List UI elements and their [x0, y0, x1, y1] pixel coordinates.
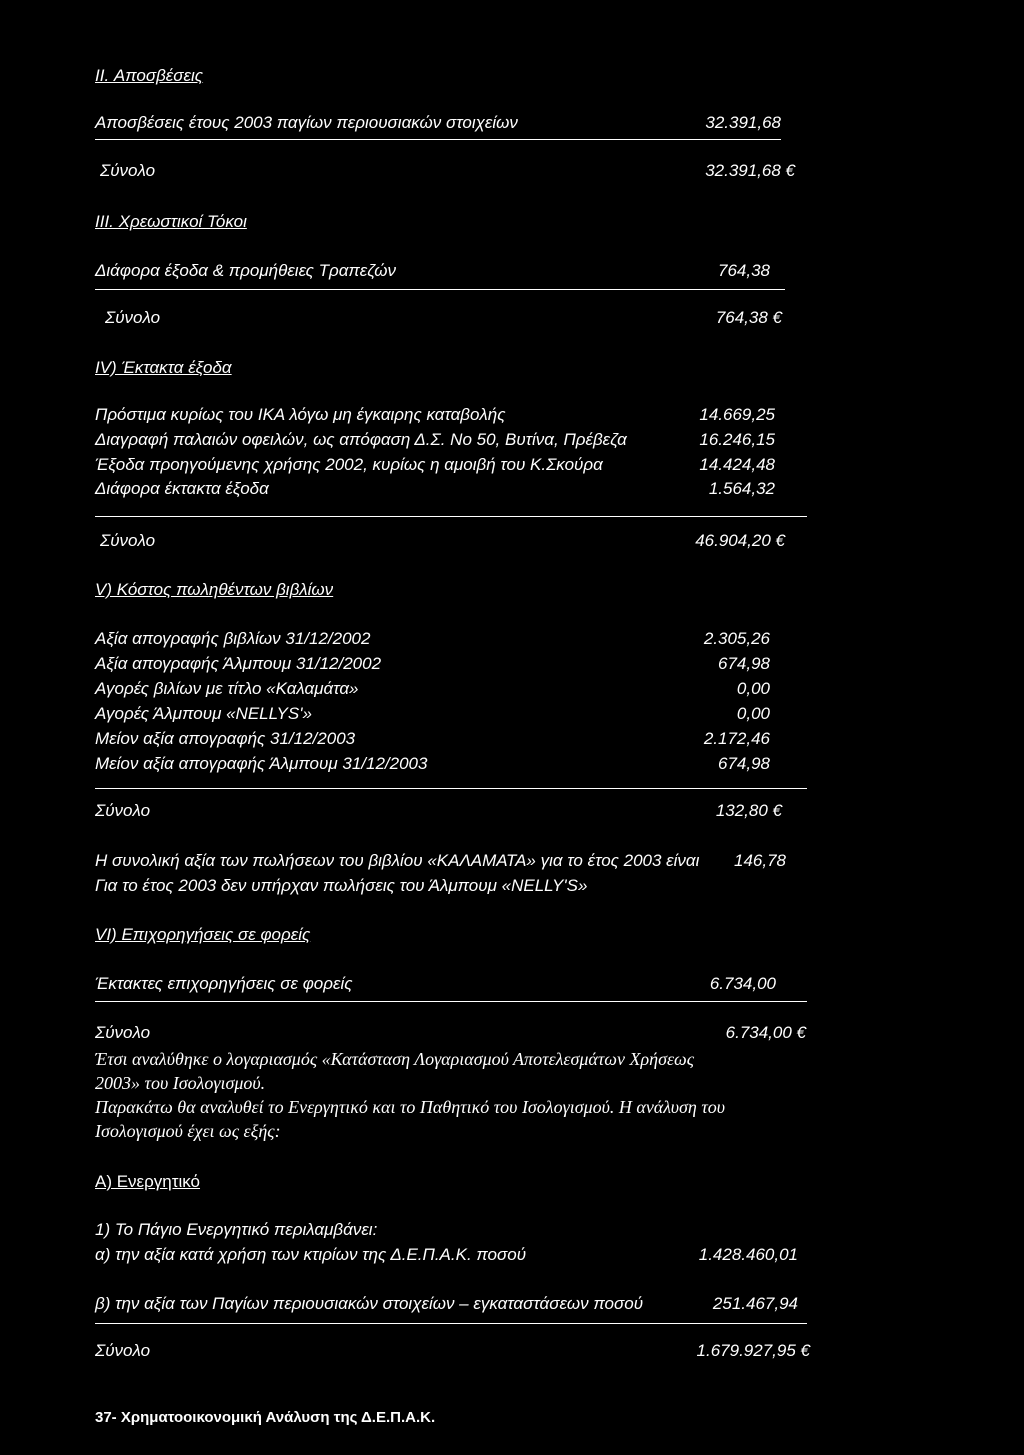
section-title-interest: III. Χρεωστικοί Τόκοι	[95, 212, 247, 231]
total-label: Σύνολο	[100, 161, 156, 180]
divider	[95, 139, 781, 140]
page-footer: 37- Χρηματοοικονομική Ανάλυση της Δ.Ε.Π.Α.Κ.	[95, 1409, 436, 1426]
row-value: 251.467,94	[712, 1294, 798, 1313]
row-label: Αγορές Άλμπουμ «NELLYS'»	[95, 704, 312, 723]
total-label: Σύνολο	[105, 308, 161, 327]
row-label: Διαγραφή παλαιών οφειλών, ως απόφαση Δ.Σ. Νο 50, Βυτίνα, Πρέβεζα	[95, 430, 627, 449]
section-title-depreciation: II. Αποσβέσεις	[95, 66, 204, 85]
total-label: Σύνολο	[95, 1023, 151, 1042]
paragraph-line: 2003» του Ισολογισμού.	[95, 1073, 266, 1093]
total-value: 764,38 €	[715, 308, 782, 327]
row-value: 1.564,32	[708, 479, 775, 498]
note-sales-value: 146,78	[734, 851, 786, 870]
divider	[95, 788, 807, 789]
row-value: 2.305,26	[703, 629, 770, 648]
row-value: 1.428.460,01	[698, 1245, 798, 1264]
row-label: Έξοδα προηγούμενης χρήσης 2002, κυρίως η αμοιβή του Κ.Σκούρα	[95, 455, 603, 474]
paragraph-line: Παρακάτω θα αναλυθεί το Ενεργητικό και το Παθητικό του Ισολογισμού. Η ανάλυση του	[95, 1097, 726, 1117]
row-label: Αξία απογραφής Άλμπουμ 31/12/2002	[95, 654, 382, 673]
row-value: 0,00	[736, 704, 770, 723]
row-label: 1) Το Πάγιο Ενεργητικό περιλαμβάνει:	[95, 1220, 378, 1239]
row-value: 2.172,46	[703, 729, 770, 748]
total-value: 32.391,68 €	[705, 161, 795, 180]
total-value: 46.904,20 €	[695, 531, 785, 550]
row-value: 16.246,15	[699, 430, 775, 449]
divider	[95, 1323, 807, 1324]
row-label: Πρόστιμα κυρίως του ΙΚΑ λόγω μη έγκαιρης καταβολής	[95, 405, 506, 424]
total-label: Σύνολο	[95, 1341, 151, 1360]
row-label: β) την αξία των Παγίων περιουσιακών στοιχείων – εγκαταστάσεων ποσού	[95, 1294, 644, 1313]
row-label: Αγορές βιλίων με τίτλο «Καλαμάτα»	[95, 679, 359, 698]
divider	[95, 289, 785, 290]
row-value: 674,98	[718, 754, 770, 773]
divider	[95, 516, 807, 517]
row-label: Αποσβέσεις έτους 2003 παγίων περιουσιακών στοιχείων	[95, 113, 518, 132]
note-sales-kalamata: Η συνολική αξία των πωλήσεων του βιβλίου «ΚΑΛΑΜΑΤΑ» για το έτος 2003 είναι	[95, 851, 700, 870]
row-label: Έκτακτες επιχορηγήσεις σε φορείς	[95, 974, 353, 993]
section-title-assets: Α) Ενεργητικό	[95, 1172, 201, 1191]
divider	[95, 1001, 807, 1002]
row-label: Διάφορα έξοδα & προμήθειες Τραπεζών	[95, 261, 397, 280]
section-title-grants: VI) Επιχορηγήσεις σε φορείς	[95, 925, 311, 944]
section-title-cost-of-books-sold: V) Κόστος πωληθέντων βιβλίων	[95, 580, 334, 599]
total-value: 6.734,00 €	[725, 1023, 806, 1042]
row-value: 0,00	[736, 679, 770, 698]
total-label: Σύνολο	[100, 531, 156, 550]
total-value: 1.679.927,95 €	[696, 1341, 810, 1360]
row-value: 6.734,00	[709, 974, 776, 993]
total-value: 132,80 €	[715, 801, 782, 820]
row-label: Αξία απογραφής βιβλίων 31/12/2002	[95, 629, 371, 648]
row-value: 14.424,48	[699, 455, 775, 474]
row-value: 764,38	[718, 261, 770, 280]
paragraph-line: Ισολογισμού έχει ως εξής:	[95, 1121, 281, 1141]
row-label: Μείον αξία απογραφής 31/12/2003	[95, 729, 356, 748]
row-value: 14.669,25	[699, 405, 775, 424]
row-value: 674,98	[718, 654, 770, 673]
row-label: α) την αξία κατά χρήση των κτιρίων της Δ.Ε.Π.Α.Κ. ποσού	[95, 1245, 527, 1264]
row-label: Μείον αξία απογραφής Άλμπουμ 31/12/2003	[95, 754, 428, 773]
section-title-extraordinary-expenses: IV) Έκτακτα έξοδα	[95, 358, 232, 377]
row-label: Διάφορα έκτακτα έξοδα	[95, 479, 269, 498]
note-no-album-sales: Για το έτος 2003 δεν υπήρχαν πωλήσεις του Άλμπουμ «NELLY'S»	[95, 876, 588, 895]
paragraph-line: Έτσι αναλύθηκε ο λογαριασμός «Κατάσταση Λογαριασμού Αποτελεσμάτων Χρήσεως	[95, 1049, 695, 1069]
total-label: Σύνολο	[95, 801, 151, 820]
row-value: 32.391,68	[705, 113, 781, 132]
